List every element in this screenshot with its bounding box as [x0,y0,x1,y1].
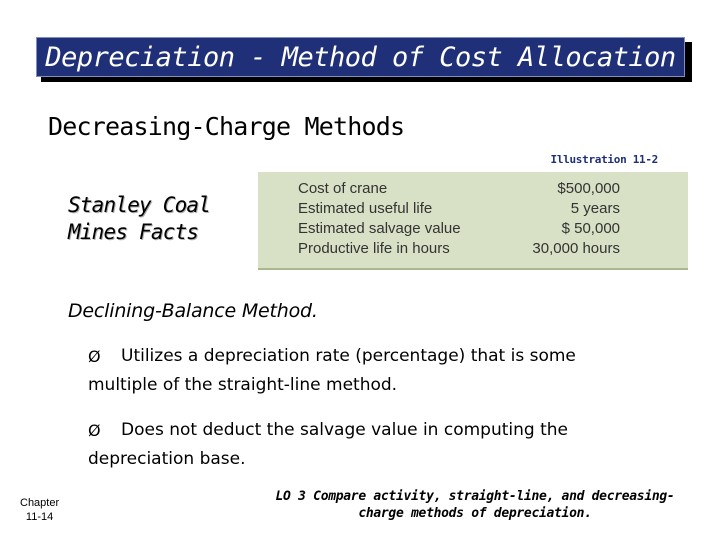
fact-label: Productive life in hours [298,240,450,257]
chapter-footer [20,496,59,524]
fact-label: Cost of crane [298,180,388,197]
fact-label: Estimated useful life [298,200,433,217]
fact-label: Estimated salvage value [298,220,461,237]
facts-row [258,220,688,240]
bullet-text-line1: Utilizes a depreciation rate (percentage) that is some [121,346,576,366]
learning-objective [240,488,710,522]
fact-value: $ 50,000 [561,220,620,237]
arrow-bullet-icon: Ø [88,421,101,440]
section-heading: Decreasing-Charge Methods [48,112,405,141]
bullet-text-line2: multiple of the straight-line method. [88,375,398,395]
learning-objective-line2: charge methods of depreciation. [358,506,592,521]
facts-label-line2: Mines Facts [68,220,199,244]
facts-table [258,172,688,270]
arrow-bullet-icon: Ø [88,347,101,366]
chapter-label: Chapter [20,497,60,509]
learning-objective-line1: LO 3 Compare activity, straight-line, and decreasing- [275,489,675,504]
page-title: Depreciation - Method of Cost Allocation [45,41,676,73]
bullet-text-line2: depreciation base. [88,449,246,469]
facts-label [68,192,210,246]
bullet-text-line1: Does not deduct the salvage value in computing the [121,420,568,440]
illustration-reference: Illustration 11-2 [550,153,658,166]
chapter-number: 11-14 [25,511,54,523]
fact-value: $500,000 [557,180,620,197]
facts-row [258,240,688,260]
facts-row [258,200,688,220]
fact-value: 30,000 hours [532,240,620,257]
title-banner [36,37,685,77]
facts-row [258,180,688,200]
method-heading: Declining-Balance Method. [68,300,318,322]
bullet-item [88,416,648,474]
fact-value: 5 years [570,200,620,217]
facts-label-line1: Stanley Coal [68,193,211,217]
bullet-item [88,342,648,400]
